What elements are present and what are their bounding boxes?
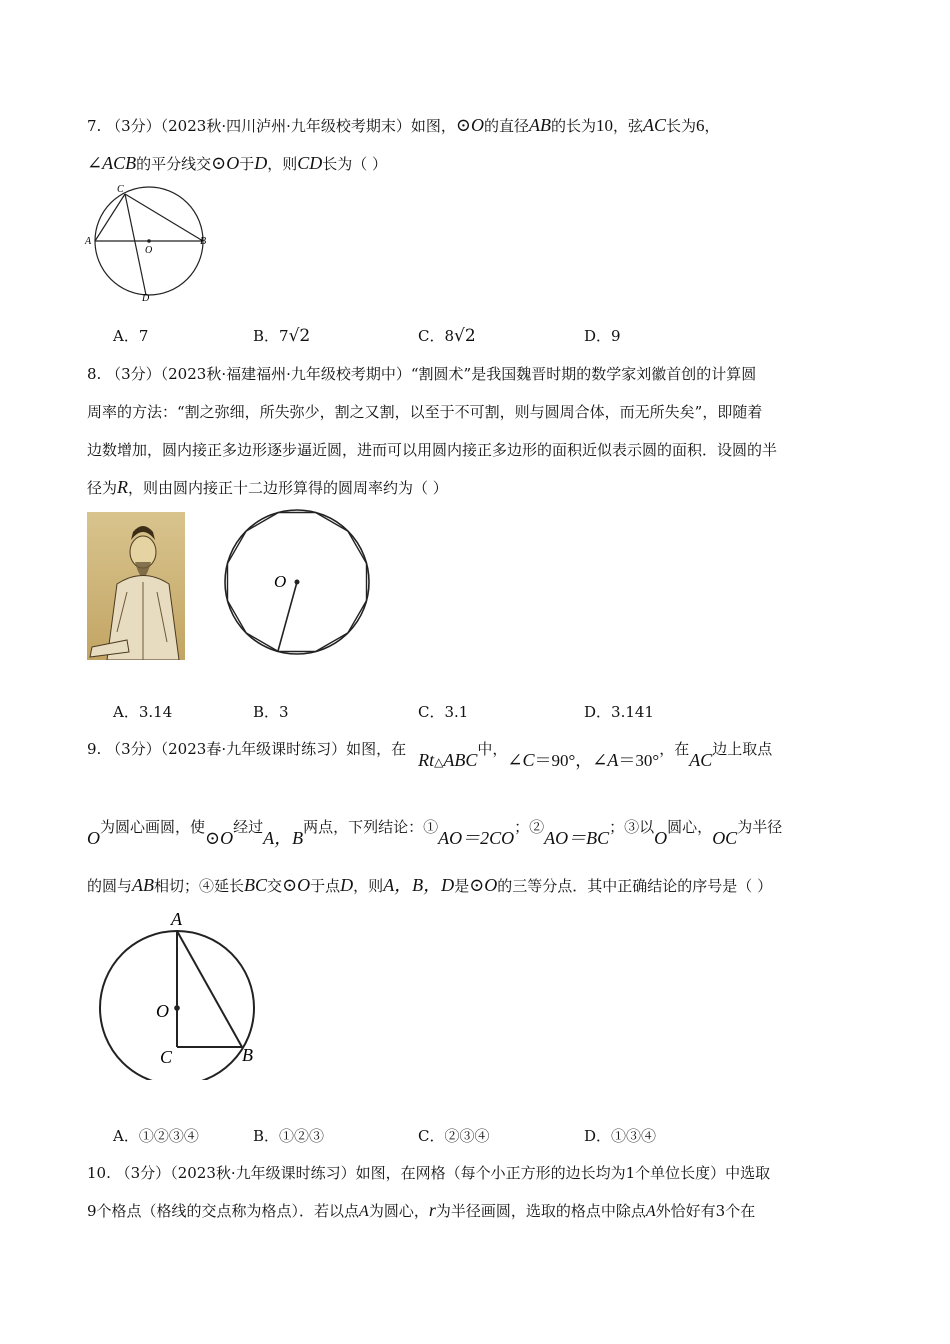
option-value: 8 bbox=[444, 327, 455, 345]
math-O: O bbox=[470, 115, 484, 135]
q9-text: 中， bbox=[477, 740, 508, 758]
math-O: O bbox=[220, 828, 234, 848]
math-A-B: A，B bbox=[263, 828, 304, 848]
q7-text: ，则 bbox=[267, 155, 298, 173]
math-D: D bbox=[340, 875, 354, 895]
q7-option-c[interactable] bbox=[418, 326, 476, 346]
option-letter: D． bbox=[584, 327, 612, 345]
q9-text: 交 bbox=[267, 877, 283, 895]
math-C: C bbox=[522, 750, 535, 770]
circle-symbol: ⊙ bbox=[455, 115, 471, 135]
option-value: 7 bbox=[138, 327, 149, 345]
math-D: D bbox=[254, 153, 268, 173]
option-letter: B． bbox=[253, 703, 280, 721]
option-value: ①③④ bbox=[611, 1127, 657, 1145]
q7-label-C: C bbox=[117, 184, 124, 195]
math-10: 10 bbox=[596, 116, 613, 135]
q10-number: 10. bbox=[87, 1164, 111, 1182]
q8-option-c[interactable] bbox=[418, 702, 468, 722]
q7-line-1 bbox=[87, 115, 720, 136]
q7-score: （3分） bbox=[106, 117, 161, 135]
q8-option-b[interactable] bbox=[253, 702, 289, 722]
q10-text: 外恰好有3个在 bbox=[655, 1202, 756, 1220]
math-Rt: Rt bbox=[418, 750, 435, 770]
q9-label-C: C bbox=[160, 1047, 173, 1067]
q10-line-1 bbox=[87, 1163, 770, 1183]
option-letter: B． bbox=[253, 327, 280, 345]
q7-label-B: B bbox=[200, 236, 207, 247]
q7-label-D: D bbox=[142, 293, 150, 304]
q10-text: 为圆心， bbox=[368, 1202, 429, 1220]
q9-label-B: B bbox=[242, 1045, 253, 1065]
angle-symbol: ∠ bbox=[507, 750, 523, 770]
q7-text: ，弦 bbox=[613, 117, 644, 135]
math-A-B-D: A，B，D bbox=[383, 875, 455, 895]
q10-text: 9个格点（格线的交点称为格点）．若以点 bbox=[87, 1202, 360, 1220]
math-A: A bbox=[607, 750, 619, 770]
option-value: 3.141 bbox=[611, 703, 654, 721]
math-O: O bbox=[226, 153, 240, 173]
q8-line-2 bbox=[87, 402, 762, 422]
q9-option-d[interactable] bbox=[584, 1126, 656, 1146]
q7-text: 的平分线交 bbox=[136, 155, 212, 173]
q7-source: （2023秋·四川泸州·九年级校考期末） bbox=[160, 117, 411, 135]
q8-label-O: O bbox=[274, 572, 287, 591]
q8-text: ，则由圆内接正十二边形算得的圆周率约为（ ） bbox=[128, 479, 448, 497]
circle-symbol: ⊙ bbox=[205, 828, 221, 848]
q7-label-A: A bbox=[85, 236, 92, 247]
q9-label-A: A bbox=[171, 909, 182, 929]
q10-score: （3分） bbox=[115, 1164, 171, 1182]
q9-source: （2023春·九年级课时练习） bbox=[160, 740, 347, 758]
q9-text: 两点，下列结论：① bbox=[303, 818, 439, 836]
math-AB: AB bbox=[528, 115, 551, 135]
q8-option-a[interactable] bbox=[113, 702, 172, 722]
q8-text: 径为 bbox=[87, 479, 118, 497]
q9-text: 相切；④延长 bbox=[154, 877, 245, 895]
option-letter: A． bbox=[113, 1127, 139, 1145]
option-value: 3.1 bbox=[444, 703, 469, 721]
option-value: 9 bbox=[611, 327, 621, 345]
q7-text: 如图， bbox=[410, 117, 456, 135]
option-letter: B． bbox=[253, 1127, 280, 1145]
q9-option-c[interactable] bbox=[418, 1126, 490, 1146]
option-value: ②③④ bbox=[444, 1127, 490, 1145]
math-A: A bbox=[645, 1203, 656, 1220]
q9-text: 边上取点 bbox=[712, 740, 773, 758]
q9-text: ；② bbox=[514, 818, 545, 836]
math-r: r bbox=[428, 1200, 436, 1220]
q9-text: 如图，在 bbox=[346, 740, 407, 758]
math-OC: OC bbox=[712, 828, 738, 848]
math-conclusion-1: AO＝2CO bbox=[438, 828, 515, 848]
q7-text: 的长为 bbox=[550, 117, 596, 135]
option-letter: A． bbox=[113, 327, 139, 345]
q7-text: 长为（ ） bbox=[322, 155, 388, 173]
q9-figure-triangle-circle bbox=[90, 905, 280, 1080]
option-letter: C． bbox=[418, 1127, 445, 1145]
math-ABC: ABC bbox=[443, 750, 478, 770]
q8-text: “割圆术”是我国魏晋时期的数学家刘徽首创的计算圆 bbox=[410, 365, 757, 383]
q7-option-a[interactable] bbox=[113, 326, 148, 346]
liu-hui-portrait-image bbox=[87, 512, 185, 660]
math-conclusion-2: AO＝BC bbox=[544, 828, 610, 848]
math-O: O bbox=[484, 875, 498, 895]
q9-text: 圆心， bbox=[667, 818, 713, 836]
q7-text: 长为 bbox=[666, 117, 697, 135]
option-letter: D． bbox=[584, 703, 612, 721]
q7-option-d[interactable] bbox=[584, 326, 621, 346]
option-value: 3 bbox=[279, 703, 289, 721]
math-O: O bbox=[87, 828, 100, 848]
option-value: 7 bbox=[279, 327, 289, 345]
q9-text: ；③以 bbox=[609, 818, 655, 836]
q8-source: （2023秋·福建福州·九年级校考期中） bbox=[160, 365, 411, 383]
q8-figure-dodecagon bbox=[220, 508, 380, 668]
q7-text: ， bbox=[704, 117, 720, 135]
q9-text: ，则 bbox=[353, 877, 384, 895]
q8-score: （3分） bbox=[106, 365, 161, 383]
q7-text: 于 bbox=[239, 155, 255, 173]
triangle-symbol: △ bbox=[434, 755, 444, 769]
q9-line-3 bbox=[87, 875, 772, 896]
math-O: O bbox=[297, 875, 311, 895]
math-AB: AB bbox=[132, 875, 155, 895]
q9-text: 为半径 bbox=[737, 818, 783, 836]
angle-symbol: ∠ bbox=[87, 153, 103, 173]
q7-line-2 bbox=[87, 153, 387, 174]
option-value: ①②③ bbox=[279, 1127, 325, 1145]
q7-figure-circle bbox=[80, 180, 220, 305]
option-letter: C． bbox=[418, 703, 445, 721]
q9-line-1 bbox=[87, 738, 773, 770]
q9-text: ，在 bbox=[659, 740, 690, 758]
q9-text: 为圆心画圆，使 bbox=[100, 818, 206, 836]
q7-option-b[interactable] bbox=[253, 326, 310, 346]
q8-text: 边数增加，圆内接正多边形逐步逼近圆，进而可以用圆内接正多边形的面积近似表示圆的面积．设圆的半 bbox=[87, 441, 778, 459]
q8-option-d[interactable] bbox=[584, 702, 654, 722]
q9-text: 是 bbox=[454, 877, 470, 895]
q7-number: 7. bbox=[87, 117, 102, 135]
option-letter: C． bbox=[418, 327, 445, 345]
q10-text: 如图，在网格（每个小正方形的边长均为1个单位长度）中选取 bbox=[355, 1164, 771, 1182]
circle-symbol: ⊙ bbox=[282, 875, 298, 895]
angle-symbol: ∠ bbox=[592, 750, 608, 770]
q8-line-1 bbox=[87, 364, 756, 384]
q9-text: 经过 bbox=[233, 818, 264, 836]
math-BC: BC bbox=[244, 875, 268, 895]
q9-option-b[interactable] bbox=[253, 1126, 324, 1146]
circle-symbol: ⊙ bbox=[211, 153, 227, 173]
q9-score: （3分） bbox=[106, 740, 161, 758]
math-AC: AC bbox=[689, 750, 713, 770]
q7-text: 的直径 bbox=[483, 117, 529, 135]
math-eq30: ＝30° bbox=[618, 751, 660, 770]
circle-symbol: ⊙ bbox=[469, 875, 485, 895]
q8-text: 周率的方法：“割之弥细，所失弥少，割之又割，以至于不可割，则与圆周合体，而无所失矣”，即随着 bbox=[87, 403, 763, 421]
q9-label-O: O bbox=[156, 1001, 169, 1021]
q8-line-3 bbox=[87, 440, 777, 460]
math-O: O bbox=[654, 828, 668, 848]
option-value: ①②③④ bbox=[138, 1127, 199, 1145]
option-value: 3.14 bbox=[138, 703, 173, 721]
math-6: 6 bbox=[696, 116, 705, 135]
option-letter: A． bbox=[113, 703, 139, 721]
option-radical: √2 bbox=[454, 326, 476, 346]
q9-option-a[interactable] bbox=[113, 1126, 199, 1146]
math-R: R bbox=[117, 477, 129, 497]
q9-text: 的三等分点．其中正确结论的序号是（ ） bbox=[497, 877, 773, 895]
q10-text: 为半径画圆，选取的格点中除点 bbox=[435, 1202, 646, 1220]
option-radical: √2 bbox=[288, 326, 311, 346]
option-letter: D． bbox=[584, 1127, 612, 1145]
q9-number: 9. bbox=[87, 740, 102, 758]
math-A: A bbox=[359, 1203, 369, 1220]
q8-line-4 bbox=[87, 477, 448, 498]
q8-number: 8. bbox=[87, 365, 102, 383]
q9-text: 的圆与 bbox=[87, 877, 133, 895]
q10-line-2 bbox=[87, 1200, 755, 1222]
math-ACB: ACB bbox=[102, 153, 137, 173]
math-AC: AC bbox=[643, 115, 667, 135]
math-eq90: ＝90°， bbox=[534, 751, 593, 770]
q9-text: 于点 bbox=[310, 877, 341, 895]
q9-line-2 bbox=[87, 816, 783, 848]
math-CD: CD bbox=[297, 153, 323, 173]
q7-label-O: O bbox=[145, 245, 153, 256]
q10-source: （2023秋·九年级课时练习） bbox=[170, 1164, 356, 1182]
